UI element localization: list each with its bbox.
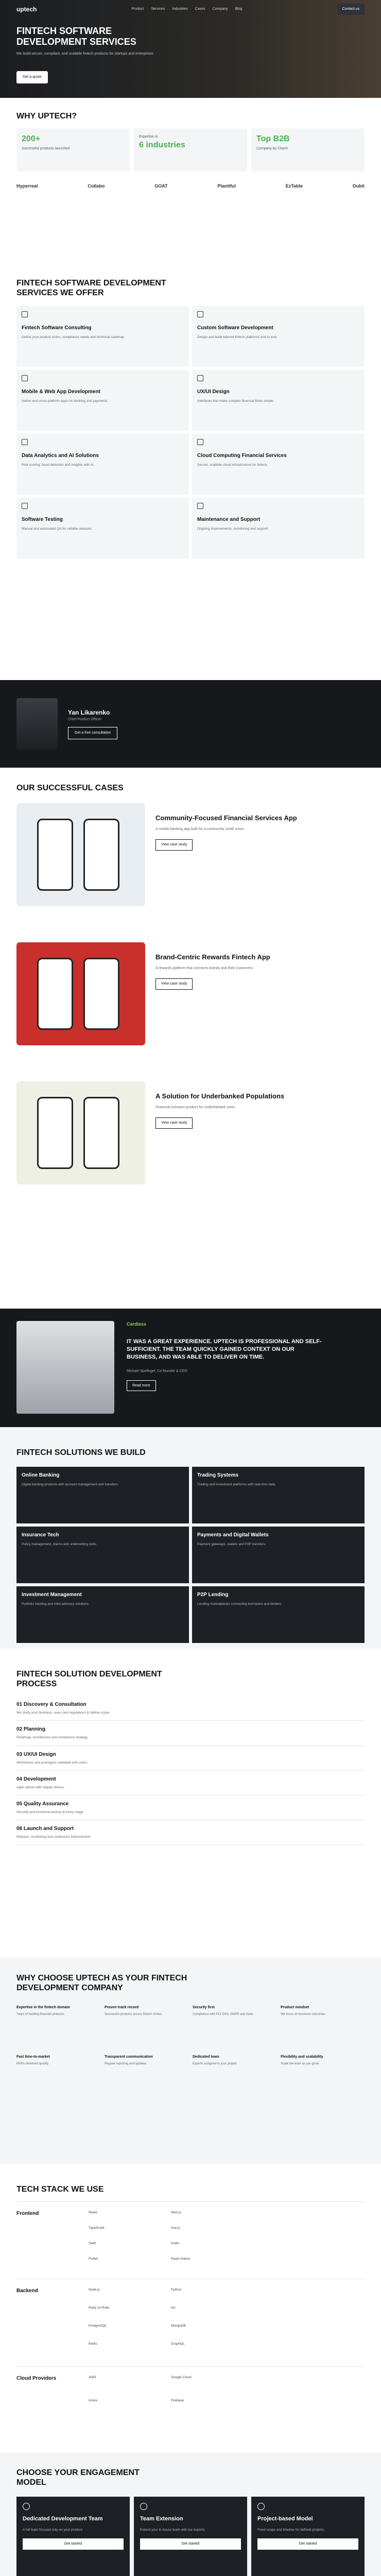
stack-item: React (89, 2211, 97, 2215)
section-title: WHY CHOOSE UPTECH AS YOUR FINTECH DEVELOPMENT COMPANY (16, 1974, 187, 1993)
service-card (192, 370, 365, 431)
case-title: Brand-Centric Rewards Fintech App (155, 953, 270, 961)
why-us-name: Product mindset (281, 2006, 309, 2010)
testimonial-quote: IT WAS A GREAT EXPERIENCE. UPTECH IS PROFESSIONAL AND SELF-SUFFICIENT. THE TEAM QUICKLY GAINED CONTEXT ON OUR BUSINESS, AND WAS ABLE TO DELIVER ON TIME. (127, 1338, 322, 1361)
service-name: Software Testing (22, 517, 63, 523)
hero-section (0, 0, 381, 98)
stack-item: PostgreSQL (89, 2324, 107, 2328)
section-title: FINTECH SOFTWARE DEVELOPMENT SERVICES WE OFFER (16, 279, 166, 298)
solution-name: Insurance Tech (22, 1532, 59, 1538)
stat-card (16, 128, 130, 172)
why-section (0, 98, 381, 258)
stat-card (251, 128, 365, 172)
process-step[interactable] (16, 1746, 365, 1771)
service-desc: Manual and automated QA for reliable releases. (22, 527, 93, 531)
why-us-name: Expertise in the fintech domain (16, 2006, 70, 2010)
service-desc: Ongoing improvements, monitoring and support. (197, 527, 269, 531)
engagement-name: Project-based Model (257, 2516, 313, 2522)
section-title: FINTECH SOLUTION DEVELOPMENT PROCESS (16, 1670, 162, 1689)
team-icon (23, 2503, 30, 2510)
stack-item: Next.js (171, 2211, 181, 2215)
why-us-item (105, 2001, 188, 2046)
solutions-grid (16, 1467, 365, 1643)
solution-card (16, 1467, 189, 1523)
consultation-button[interactable]: Get a free consultation (68, 727, 117, 739)
service-desc: Design and build tailored fintech platforms end to end. (197, 335, 278, 340)
testimonial-section (0, 1309, 381, 1427)
service-name: Fintech Software Consulting (22, 325, 92, 331)
process-step[interactable] (16, 1696, 365, 1721)
client-logo: GOAT (154, 183, 168, 189)
service-card (192, 434, 365, 495)
case-button[interactable]: View case study (155, 839, 193, 851)
stack-label: Frontend (16, 2211, 39, 2217)
engagement-grid (16, 2497, 365, 2576)
stat-desc: Successful products launched (22, 146, 70, 150)
service-desc: Define your product vision, compliance needs and technical roadmap. (22, 335, 125, 340)
why-us-desc: Successful products across fintech niches. (105, 2013, 163, 2016)
case-title: Community-Focused Financial Services App (155, 814, 297, 822)
service-name: Cloud Computing Financial Services (197, 453, 287, 459)
section-title: OUR SUCCESSFUL CASES (16, 784, 124, 792)
service-card (16, 498, 189, 558)
why-us-desc: We focus on business outcomes. (281, 2013, 326, 2016)
client-logo: Dubit (352, 183, 365, 189)
stack-item: Kotlin (171, 2242, 180, 2246)
stat-value: 200+ (22, 134, 41, 144)
client-logo: Plantiful (217, 183, 236, 189)
solution-desc: Lending marketplaces connecting borrowers and lenders. (197, 1602, 283, 1606)
step-desc: We study your business, users and regulations to define scope. (16, 1711, 111, 1715)
service-card (192, 306, 365, 367)
section-title: WHY UPTECH? (16, 112, 77, 121)
logo[interactable]: uptech (16, 5, 37, 13)
section-title: TECH STACK WE USE (16, 2185, 104, 2194)
solution-name: Trading Systems (197, 1472, 239, 1479)
service-card (16, 306, 189, 367)
engagement-section (0, 2452, 381, 2576)
service-icon (22, 503, 28, 509)
nav-item[interactable]: Company (212, 7, 228, 11)
expert-name: Yan Likarenko (68, 708, 110, 716)
solution-card (192, 1586, 365, 1643)
why-us-name: Proven track record (105, 2006, 139, 2010)
services-grid (16, 306, 365, 558)
nav-item[interactable]: Services (151, 7, 165, 11)
engagement-desc: Fixed scope and timeline for defined projects. (257, 2528, 325, 2532)
why-us-item (16, 2050, 100, 2096)
stats-grid (16, 128, 365, 172)
stack-row (16, 2366, 365, 2428)
nav-item[interactable]: Cases (195, 7, 205, 11)
main-nav (131, 7, 242, 12)
stack-item: Swift (89, 2242, 96, 2246)
why-us-name: Flexibility and scalability (281, 2055, 323, 2059)
solution-desc: Digital banking products with account management and transfers. (22, 1483, 119, 1487)
stack-row (16, 2201, 365, 2279)
service-desc: Interfaces that make complex financial flows simple. (197, 399, 274, 403)
why-us-desc: MVPs delivered quickly. (16, 2062, 49, 2066)
why-us-name: Security first (193, 2006, 215, 2010)
step-number: 05 (16, 1801, 23, 1807)
service-card (16, 434, 189, 495)
step-desc: Security and functional testing at every stage. (16, 1810, 84, 1814)
client-logos (16, 183, 365, 190)
cases-section (0, 768, 381, 1309)
case-image (16, 1081, 145, 1184)
case-desc: A mobile banking app built for a community credit union. (155, 827, 245, 832)
team-icon (140, 2503, 147, 2510)
why-us-desc: Scale the team as you grow. (281, 2062, 320, 2066)
case-button[interactable]: View case study (155, 1117, 193, 1129)
service-icon (197, 503, 203, 509)
stack-item: Go (171, 2306, 176, 2310)
nav-item[interactable]: Industries (172, 7, 188, 11)
stat-desc: Company by Clutch (256, 146, 288, 150)
step-name: Discovery & Consultation (23, 1702, 86, 1708)
service-name: Data Analytics and AI Solutions (22, 453, 99, 459)
why-us-item (193, 2050, 276, 2096)
case-desc: Financial inclusion product for underbanked users. (155, 1106, 236, 1110)
case-item (16, 942, 365, 1045)
client-logo: Hyperreal (16, 183, 38, 189)
read-more-button[interactable]: Read more (127, 1380, 156, 1392)
solution-name: Online Banking (22, 1472, 60, 1479)
step-name: UX/UI Design (23, 1751, 56, 1757)
solutions-section (0, 1427, 381, 1649)
engagement-button[interactable]: Get started (257, 2538, 358, 2550)
hero-cta-button[interactable]: Get a quote (16, 71, 48, 83)
stack-item: Node.js (89, 2288, 100, 2292)
stack-label: Backend (16, 2288, 38, 2294)
stack-item: Vue.js (171, 2226, 180, 2230)
stack-item: React Native (171, 2257, 190, 2261)
engagement-desc: Extend your in-house team with our experts. (140, 2528, 206, 2532)
service-icon (22, 311, 28, 317)
service-name: Mobile & Web App Development (22, 389, 100, 395)
tech-stack-section (0, 2164, 381, 2452)
step-name: Quality Assurance (23, 1801, 69, 1807)
step-desc: Release, monitoring and continuous improvement. (16, 1835, 91, 1839)
why-us-desc: Years of building financial products. (16, 2013, 65, 2016)
step-desc: Agile sprints with regular demos. (16, 1785, 65, 1789)
stack-item: Python (171, 2288, 182, 2292)
engagement-desc: A full team focused only on your product. (23, 2528, 83, 2532)
stack-item: MongoDB (171, 2324, 186, 2328)
step-desc: Roadmap, architecture and compliance strategy. (16, 1736, 89, 1740)
solution-desc: Portfolio tracking and robo-advisory solutions. (22, 1602, 90, 1606)
service-icon (197, 439, 203, 445)
consultation-band (0, 680, 381, 768)
step-number: 03 (16, 1751, 23, 1757)
hero-title: FINTECH SOFTWARE DEVELOPMENT SERVICES (16, 26, 136, 47)
solution-desc: Policy management, claims and underwriting tools. (22, 1543, 97, 1547)
stat-value: 6 industries (139, 140, 185, 149)
why-us-desc: Compliance with PCI DSS, GDPR and more. (193, 2013, 254, 2016)
why-us-name: Fast time-to-market (16, 2055, 50, 2059)
solution-card (16, 1586, 189, 1643)
step-name: Planning (23, 1726, 46, 1733)
solution-desc: Trading and investment platforms with real-time data. (197, 1483, 276, 1487)
service-desc: Native and cross-platform apps for banking and payments. (22, 399, 109, 403)
engagement-button[interactable]: Get started (23, 2538, 124, 2550)
client-logo: Collabo (88, 183, 105, 189)
testimonial-photo (16, 1321, 114, 1414)
expert-role: Chief Product Officer (68, 717, 101, 721)
service-desc: Secure, scalable cloud infrastructure for fintech. (197, 463, 268, 467)
solution-card (16, 1527, 189, 1583)
engagement-card (16, 2497, 130, 2576)
engagement-button[interactable]: Get started (140, 2538, 241, 2550)
hero-subtitle: We build secure, compliant, and scalable fintech products for startups and enterprises. (16, 52, 154, 56)
engagement-name: Team Extension (140, 2516, 183, 2522)
stack-item: Redis (89, 2342, 97, 2346)
stack-item: AWS (89, 2376, 96, 2380)
case-desc: A rewards platform that connects brands and their customers. (155, 967, 254, 971)
contact-button[interactable]: Contact us (337, 4, 365, 15)
process-step[interactable] (16, 1721, 365, 1745)
process-step[interactable] (16, 1795, 365, 1820)
stack-item: Flutter (89, 2257, 98, 2261)
service-icon (197, 375, 203, 381)
why-us-section (0, 1958, 381, 2164)
step-number: 06 (16, 1825, 23, 1832)
nav-item[interactable]: Product (131, 7, 144, 11)
step-number: 02 (16, 1726, 23, 1733)
solution-card (192, 1467, 365, 1523)
why-us-grid (16, 2001, 365, 2096)
solution-desc: Payment gateways, wallets and P2P transfers. (197, 1543, 266, 1547)
step-number: 04 (16, 1776, 23, 1782)
solution-name: Payments and Digital Wallets (197, 1532, 269, 1538)
testimonial-author: Michael Spelfogel, Co-founder & CEO (127, 1369, 187, 1373)
process-section (0, 1649, 381, 1958)
client-logo: EzTable (285, 183, 303, 189)
step-number: 01 (16, 1702, 23, 1708)
service-name: Custom Software Development (197, 325, 273, 331)
why-us-item (281, 2001, 365, 2046)
stack-item: Google Cloud (171, 2376, 192, 2380)
stack-item: Ruby on Rails (89, 2306, 110, 2310)
service-name: Maintenance and Support (197, 517, 261, 523)
engagement-card (134, 2497, 247, 2576)
case-image (16, 803, 145, 906)
stack-item: Firebase (171, 2399, 184, 2403)
why-us-item (193, 2001, 276, 2046)
case-item (16, 1081, 365, 1184)
why-us-item (281, 2050, 365, 2096)
service-desc: Risk scoring, fraud detection and insights with AI. (22, 463, 95, 467)
service-name: UX/UI Design (197, 389, 230, 395)
case-image (16, 942, 145, 1045)
service-icon (22, 439, 28, 445)
stack-row (16, 2279, 365, 2366)
process-step[interactable] (16, 1771, 365, 1795)
avatar (16, 698, 58, 750)
why-us-desc: Experts assigned to your project. (193, 2062, 238, 2066)
nav-item[interactable]: Blog (235, 7, 243, 11)
stat-desc: Expertise in (139, 135, 158, 139)
service-icon (197, 311, 203, 317)
step-name: Development (23, 1776, 56, 1782)
section-title: FINTECH SOLUTIONS WE BUILD (16, 1448, 146, 1457)
solution-card (192, 1527, 365, 1583)
service-icon (22, 375, 28, 381)
stack-item: GraphQL (171, 2342, 185, 2346)
services-section (0, 258, 381, 680)
step-desc: Wireframes and prototypes validated with users. (16, 1760, 88, 1765)
why-us-item (105, 2050, 188, 2096)
process-step[interactable] (16, 1820, 365, 1845)
stack-item: Azure (89, 2399, 97, 2403)
engagement-card (251, 2497, 365, 2576)
stat-card (134, 128, 247, 172)
step-name: Launch and Support (23, 1825, 74, 1832)
why-us-name: Dedicated team (193, 2055, 219, 2059)
case-title: A Solution for Underbanked Populations (155, 1092, 285, 1100)
stack-label: Cloud Providers (16, 2376, 57, 2382)
service-card (192, 498, 365, 558)
why-us-name: Transparent communication (105, 2055, 153, 2059)
section-title: CHOOSE YOUR ENGAGEMENT MODEL (16, 2468, 140, 2487)
case-item (16, 803, 365, 906)
case-button[interactable]: View case study (155, 978, 193, 990)
header (0, 0, 381, 19)
engagement-name: Dedicated Development Team (23, 2516, 103, 2522)
stack-item: TypeScript (89, 2226, 105, 2230)
testimonial-brand: Cardless (127, 1321, 147, 1327)
stat-value: Top B2B (256, 134, 290, 144)
solution-name: Investment Management (22, 1592, 82, 1598)
team-icon (257, 2503, 265, 2510)
why-us-item (16, 2001, 100, 2046)
solution-name: P2P Lending (197, 1592, 229, 1598)
service-card (16, 370, 189, 431)
why-us-desc: Regular reporting and updates. (105, 2062, 147, 2066)
